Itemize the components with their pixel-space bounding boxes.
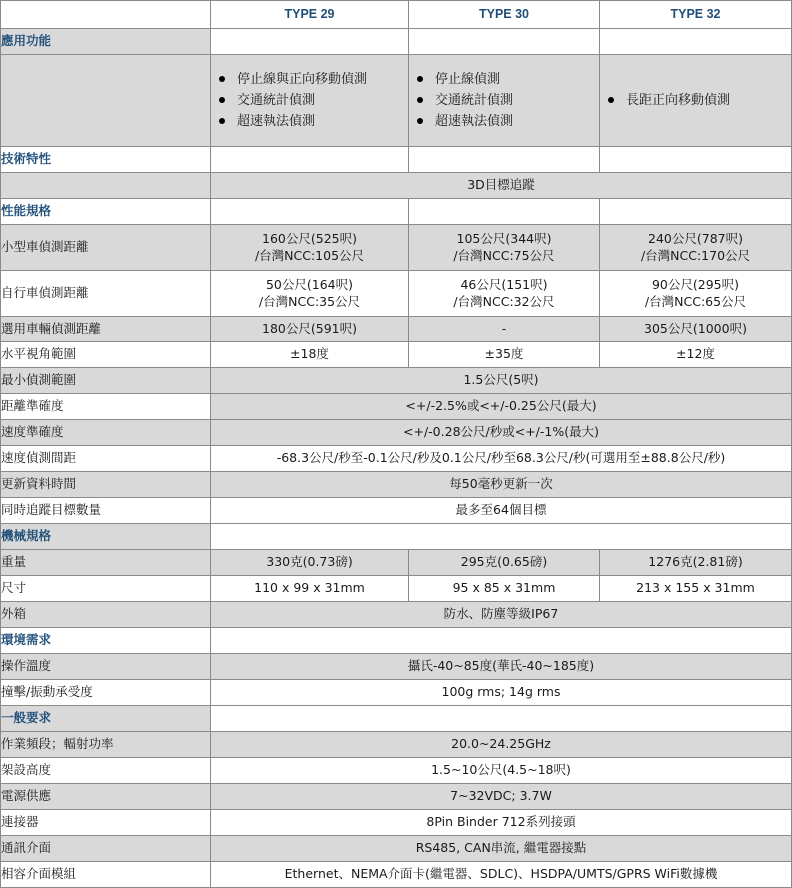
header-empty-cell bbox=[1, 1, 211, 29]
spec-row bbox=[1, 576, 792, 602]
section-technical: 技術特性 bbox=[1, 147, 211, 173]
cell-type30: 46公尺(151呎) /台灣NCC:32公尺 bbox=[409, 271, 600, 317]
cell-value: 8Pin Binder 712系列接頭 bbox=[211, 810, 792, 836]
cell-type29: 330克(0.73磅) bbox=[211, 550, 409, 576]
spec-row bbox=[1, 342, 792, 368]
features-type29 bbox=[211, 55, 409, 147]
cell-value: 100g rms; 14g rms bbox=[211, 680, 792, 706]
cell-value: 7~32VDC; 3.7W bbox=[211, 784, 792, 810]
bullet-icon bbox=[219, 118, 225, 124]
header-row bbox=[1, 1, 792, 29]
section-environment: 環境需求 bbox=[1, 628, 211, 654]
cell-type30: 95 x 85 x 31mm bbox=[409, 576, 600, 602]
cell-type32: 1276克(2.81磅) bbox=[600, 550, 792, 576]
spec-row bbox=[1, 420, 792, 446]
spec-row bbox=[1, 836, 792, 862]
cell-type32: 213 x 155 x 31mm bbox=[600, 576, 792, 602]
row-label: 速度準確度 bbox=[1, 420, 211, 446]
header-type30: TYPE 30 bbox=[409, 1, 600, 29]
spec-row bbox=[1, 498, 792, 524]
spec-row bbox=[1, 394, 792, 420]
features-type30 bbox=[409, 55, 600, 147]
section-row bbox=[1, 147, 792, 173]
row-label: 撞擊/振動承受度 bbox=[1, 680, 211, 706]
cell-type32: ±12度 bbox=[600, 342, 792, 368]
cell-type29: ±18度 bbox=[211, 342, 409, 368]
spec-row bbox=[1, 225, 792, 271]
bullet-icon bbox=[219, 76, 225, 82]
spec-row bbox=[1, 173, 792, 199]
spec-row bbox=[1, 368, 792, 394]
spec-row bbox=[1, 602, 792, 628]
row-label: 電源供應 bbox=[1, 784, 211, 810]
cell-type30: 295克(0.65磅) bbox=[409, 550, 600, 576]
row-label: 外箱 bbox=[1, 602, 211, 628]
row-label: 架設高度 bbox=[1, 758, 211, 784]
row-label: 連接器 bbox=[1, 810, 211, 836]
cell-value: 防水、防塵等級IP67 bbox=[211, 602, 792, 628]
section-row bbox=[1, 524, 792, 550]
section-row bbox=[1, 29, 792, 55]
section-mechanical: 機械規格 bbox=[1, 524, 211, 550]
row-label: 最小偵測範圍 bbox=[1, 368, 211, 394]
bullet-icon bbox=[608, 97, 614, 103]
row-label: 速度偵測間距 bbox=[1, 446, 211, 472]
spec-row bbox=[1, 862, 792, 888]
spec-row bbox=[1, 271, 792, 317]
feature-item: 停止線偵測 bbox=[417, 69, 599, 90]
cell-value: 每50毫秒更新一次 bbox=[211, 472, 792, 498]
cell-value: RS485, CAN串流, 繼電器接點 bbox=[211, 836, 792, 862]
cell-value: 攝氏-40~85度(華氏-40~185度) bbox=[211, 654, 792, 680]
row-label: 相容介面模組 bbox=[1, 862, 211, 888]
section-general: 一般要求 bbox=[1, 706, 211, 732]
row-label: 距離準確度 bbox=[1, 394, 211, 420]
spec-row bbox=[1, 654, 792, 680]
cell-type29: 50公尺(164呎) /台灣NCC:35公尺 bbox=[211, 271, 409, 317]
spec-row bbox=[1, 446, 792, 472]
cell-type32: 240公尺(787呎) /台灣NCC:170公尺 bbox=[600, 225, 792, 271]
feature-item: 超速執法偵測 bbox=[219, 111, 408, 132]
spec-row bbox=[1, 317, 792, 342]
feature-item: 交通統計偵測 bbox=[219, 90, 408, 111]
spec-row bbox=[1, 810, 792, 836]
cell-type32: 305公尺(1000呎) bbox=[600, 317, 792, 342]
features-type32 bbox=[600, 55, 792, 147]
feature-item: 超速執法偵測 bbox=[417, 111, 599, 132]
header-type29: TYPE 29 bbox=[211, 1, 409, 29]
row-label: 操作溫度 bbox=[1, 654, 211, 680]
spec-row bbox=[1, 784, 792, 810]
cell-type32: 90公尺(295呎) /台灣NCC:65公尺 bbox=[600, 271, 792, 317]
row-label: 尺寸 bbox=[1, 576, 211, 602]
bullet-icon bbox=[417, 118, 423, 124]
cell-value: Ethernet、NEMA介面卡(繼電器、SDLC)、HSDPA/UMTS/GPRS WiFi數據機 bbox=[211, 862, 792, 888]
cell-type29: 110 x 99 x 31mm bbox=[211, 576, 409, 602]
cell-value: 1.5~10公尺(4.5~18呎) bbox=[211, 758, 792, 784]
row-label: 水平視角範圍 bbox=[1, 342, 211, 368]
bullet-icon bbox=[417, 76, 423, 82]
section-performance: 性能規格 bbox=[1, 199, 211, 225]
cell-value: <+/-2.5%或<+/-0.25公尺(最大) bbox=[211, 394, 792, 420]
row-label: 通訊介面 bbox=[1, 836, 211, 862]
features-row bbox=[1, 55, 792, 147]
section-row bbox=[1, 706, 792, 732]
features-label-cell bbox=[1, 55, 211, 147]
cell-value: <+/-0.28公尺/秒或<+/-1%(最大) bbox=[211, 420, 792, 446]
bullet-icon bbox=[219, 97, 225, 103]
cell-value: 1.5公尺(5呎) bbox=[211, 368, 792, 394]
tracking-label-cell bbox=[1, 173, 211, 199]
section-row bbox=[1, 628, 792, 654]
header-type32: TYPE 32 bbox=[600, 1, 792, 29]
cell-value: -68.3公尺/秒至-0.1公尺/秒及0.1公尺/秒至68.3公尺/秒(可選用至±88.8公尺/秒) bbox=[211, 446, 792, 472]
row-label: 更新資料時間 bbox=[1, 472, 211, 498]
cell-type30: ±35度 bbox=[409, 342, 600, 368]
feature-item: 長距正向移動偵測 bbox=[608, 90, 791, 111]
cell-value: 20.0~24.25GHz bbox=[211, 732, 792, 758]
spec-row bbox=[1, 758, 792, 784]
tracking-value: 3D目標追蹤 bbox=[211, 173, 792, 199]
section-application: 應用功能 bbox=[1, 29, 211, 55]
bullet-icon bbox=[417, 97, 423, 103]
spec-row bbox=[1, 472, 792, 498]
cell-value: 最多至64個目標 bbox=[211, 498, 792, 524]
row-label: 同時追蹤目標數量 bbox=[1, 498, 211, 524]
spec-row bbox=[1, 732, 792, 758]
row-label: 重量 bbox=[1, 550, 211, 576]
cell-type30: - bbox=[409, 317, 600, 342]
section-row bbox=[1, 199, 792, 225]
cell-type29: 180公尺(591呎) bbox=[211, 317, 409, 342]
cell-type30: 105公尺(344呎) /台灣NCC:75公尺 bbox=[409, 225, 600, 271]
cell-type29: 160公尺(525呎) /台灣NCC:105公尺 bbox=[211, 225, 409, 271]
spec-row bbox=[1, 550, 792, 576]
spec-row bbox=[1, 680, 792, 706]
row-label: 小型車偵測距離 bbox=[1, 225, 211, 271]
row-label: 選用車輛偵測距離 bbox=[1, 317, 211, 342]
feature-item: 停止線與正向移動偵測 bbox=[219, 69, 408, 90]
row-label: 作業頻段；輻射功率 bbox=[1, 732, 211, 758]
feature-item: 交通統計偵測 bbox=[417, 90, 599, 111]
row-label: 自行車偵測距離 bbox=[1, 271, 211, 317]
